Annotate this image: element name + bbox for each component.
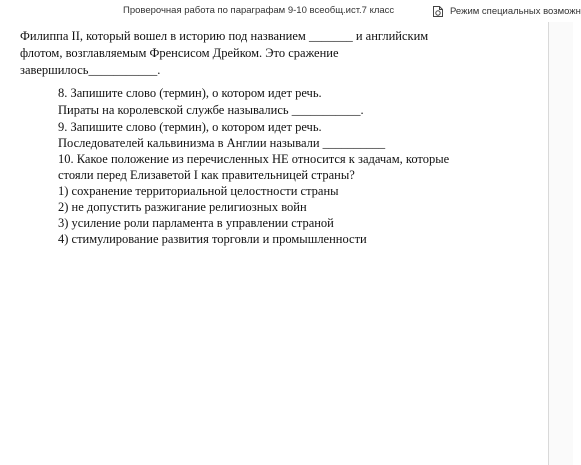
paragraph-line-2: флотом, возглавляемым Френсисом Дрейком. Это сражение [20, 46, 339, 60]
document-page [0, 14, 548, 465]
accessibility-mode-label: Режим специальных возможн [450, 5, 581, 17]
question-8-text: Пираты на королевской службе назывались ___________. [58, 103, 364, 117]
question-10-line-2: стояли перед Елизаветой I как правительницей страны? [58, 168, 355, 182]
paragraph-line-1: Филиппа II, который вошел в историю под названием _______ и английским [20, 29, 429, 43]
question-9-title: 9. Запишите слово (термин), о котором идет речь. [58, 120, 322, 134]
accessibility-mode-button[interactable] [432, 3, 581, 19]
question-8-title: 8. Запишите слово (термин), о котором идет речь. [58, 86, 322, 100]
answer-option-2: 2) не допустить разжигание религиозных войн [58, 200, 307, 214]
paragraph-line-3: завершилось___________. [20, 63, 161, 77]
accessibility-mode-icon [432, 5, 444, 18]
question-10-line-1: 10. Какое положение из перечисленных НЕ относится к задачам, которые [58, 152, 450, 166]
vertical-scrollbar[interactable] [549, 22, 573, 465]
answer-option-3: 3) усиление роли парламента в управлении страной [58, 216, 334, 230]
title-bar [0, 0, 581, 22]
answer-option-4: 4) стимулирование развития торговли и промышленности [58, 232, 367, 246]
answer-option-1: 1) сохранение территориальной целостности страны [58, 184, 339, 198]
question-9-text: Последователей кальвинизма в Англии называли __________ [58, 136, 386, 150]
document-title: Проверочная работа по параграфам 9-10 всеобщ.ист.7 класс [123, 5, 395, 16]
